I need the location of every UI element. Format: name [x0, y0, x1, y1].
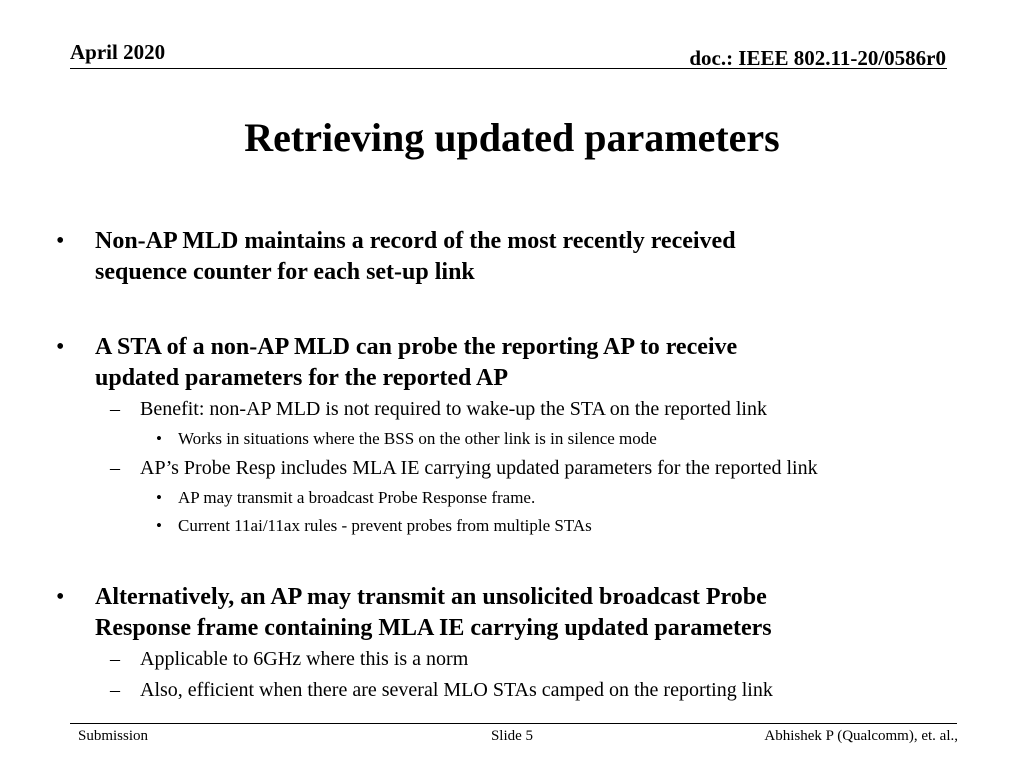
sub-sub-bullet-item: [52, 484, 982, 512]
sub-bullet-text: Also, efficient when there are several MLO STAs camped on the reporting link: [140, 679, 773, 701]
dash-marker: –: [110, 457, 120, 479]
bullet-marker: •: [56, 228, 65, 254]
slide-title: Retrieving updated parameters: [244, 115, 780, 160]
bullet-marker: •: [56, 334, 65, 360]
bullet-text-line: A STA of a non-AP MLD can probe the reporting AP to receive: [95, 334, 738, 360]
footer-slide-number: Slide 5: [490, 728, 534, 744]
bullet-text-line: Alternatively, an AP may transmit an unsolicited broadcast Probe: [95, 584, 767, 610]
dash-marker: –: [110, 648, 120, 670]
bullet-marker: •: [56, 584, 65, 610]
sub-bullet-text: AP’s Probe Resp includes MLA IE carrying updated parameters for the reported link: [140, 457, 818, 479]
bullet-marker: •: [156, 516, 162, 535]
sub-bullet-item: [52, 394, 982, 425]
bullet-marker: •: [156, 488, 162, 507]
sub-bullet-text: Applicable to 6GHz where this is a norm: [140, 648, 469, 670]
spacer: [52, 288, 982, 332]
sub-bullet-item: [52, 453, 982, 484]
sub-sub-bullet-item: [52, 425, 982, 453]
bullet-text-line: Response frame containing MLA IE carrying updated parameters: [95, 615, 772, 641]
sub-sub-bullet-text: AP may transmit a broadcast Probe Response frame.: [178, 488, 536, 507]
bullet-text-line: sequence counter for each set-up link: [95, 259, 475, 285]
sub-bullet-item: [52, 644, 982, 675]
bullet-text-line: updated parameters for the reported AP: [95, 365, 509, 391]
bullet-item: [52, 582, 982, 644]
sub-bullet-text: Benefit: non-AP MLD is not required to wake-up the STA on the reported link: [140, 398, 767, 420]
sub-sub-bullet-text: Works in situations where the BSS on the other link is in silence mode: [178, 429, 657, 448]
bullet-item: [52, 332, 982, 394]
dash-marker: –: [110, 679, 120, 701]
bullet-item: [52, 226, 982, 288]
bullet-text-line: Non-AP MLD maintains a record of the most recently received: [95, 228, 736, 254]
dash-marker: –: [110, 398, 120, 420]
footer-rule: [70, 723, 957, 724]
sub-sub-bullet-item: [52, 512, 982, 540]
sub-bullet-item: [52, 675, 982, 706]
slide-body: [52, 226, 982, 706]
bullet-marker: •: [156, 429, 162, 448]
footer-author: Abhishek P (Qualcomm), et. al.,: [764, 728, 958, 744]
header-date: April 2020: [70, 40, 166, 64]
header-rule: [70, 68, 947, 69]
sub-sub-bullet-text: Current 11ai/11ax rules - prevent probes from multiple STAs: [178, 516, 592, 535]
header-doc-id: doc.: IEEE 802.11-20/0586r0: [689, 46, 946, 70]
spacer: [52, 540, 982, 582]
footer-submission: Submission: [78, 728, 149, 744]
